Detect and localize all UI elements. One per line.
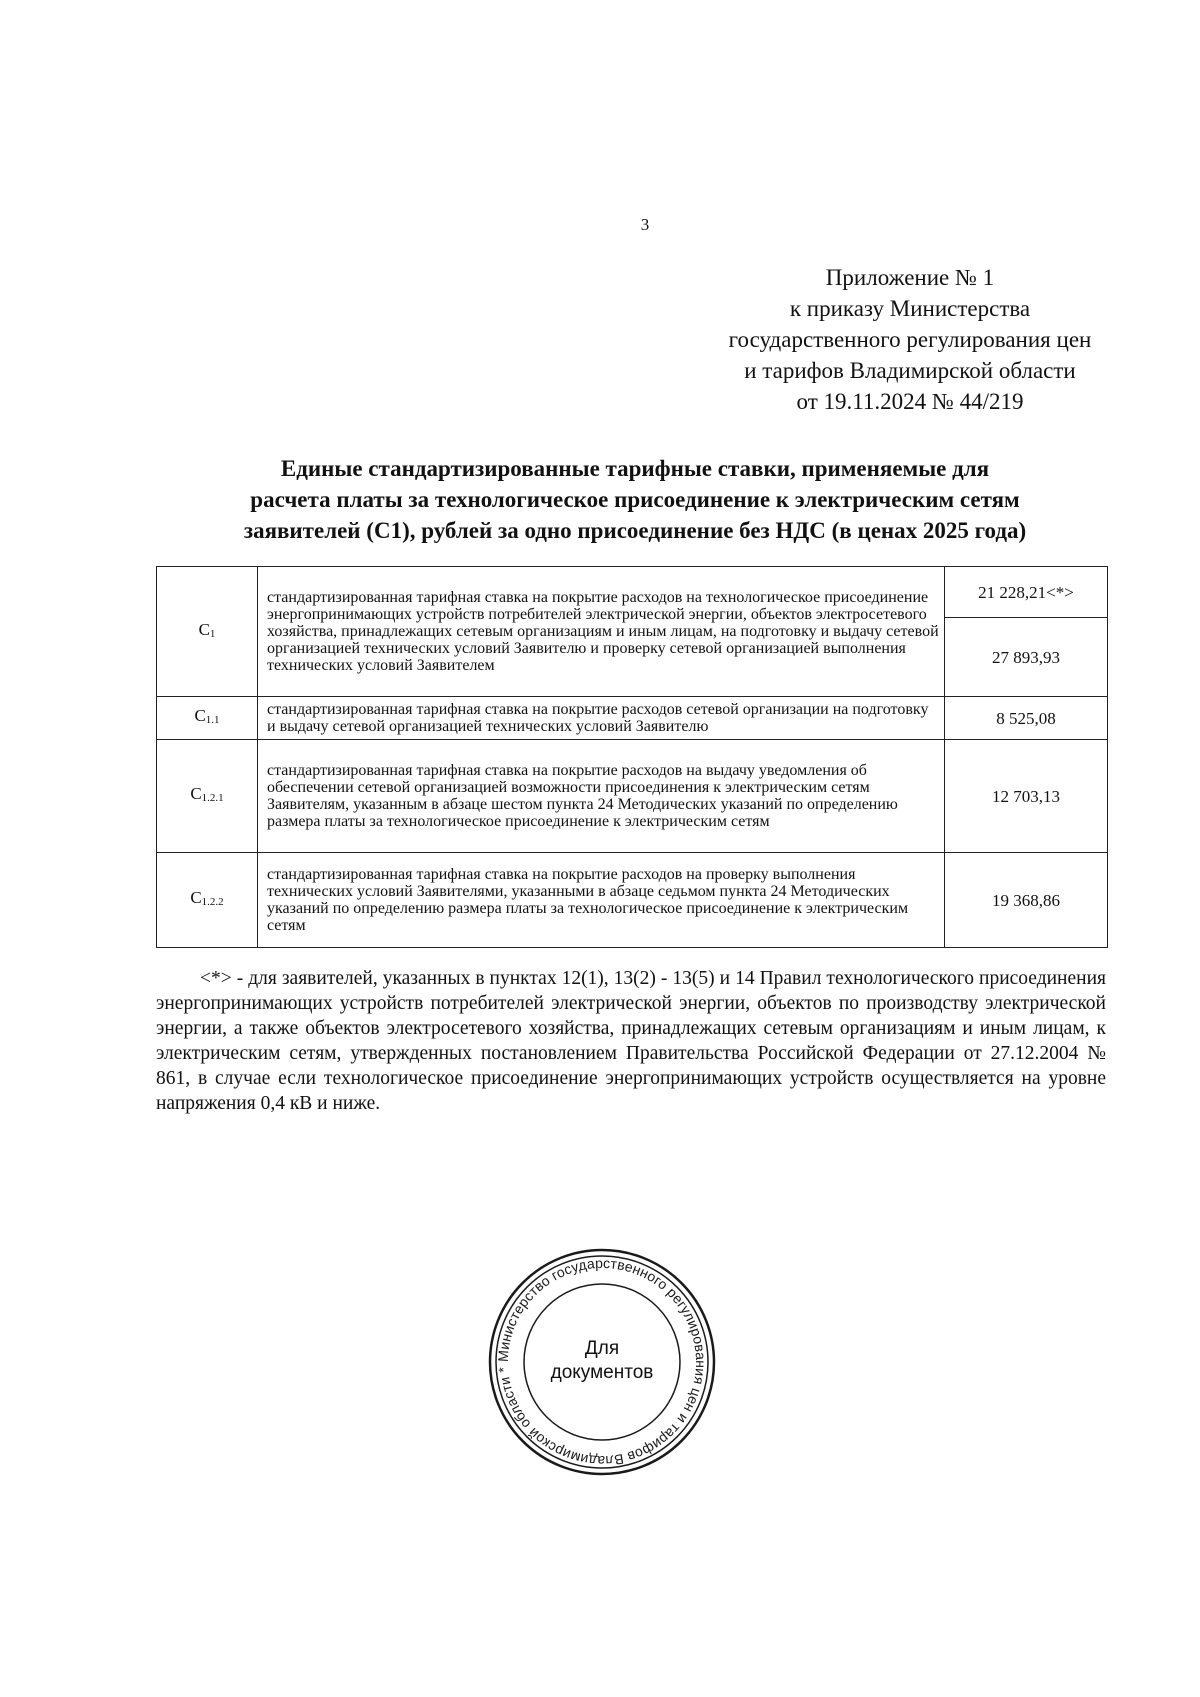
stamp-center-line: Для	[584, 1338, 620, 1359]
rate-value: 27 893,93	[945, 618, 1108, 697]
rate-description: стандартизированная тарифная ставка на покрытие расходов на технологическое присоединение энергопринимающих устройств потребителей электрической энергии, объектов электросетевого хозяйства, принадлежащих сетевым организациям и иным лицам, на подготовку и выдачу сетевой организацией технических условий Заявителю и проверку сетевой организацией выполнения технических условий Заявителем	[258, 567, 945, 697]
rate-code: $C_{1.2.2}$	[157, 853, 258, 948]
rate-value: 21 228,21<*>	[945, 567, 1108, 618]
tariff-rates-table	[156, 566, 1108, 948]
rate-code: $C_{1.2.1}$	[157, 740, 258, 853]
rate-description: стандартизированная тарифная ставка на покрытие расходов на выдачу уведомления об обеспечении сетевой организацией возможности присоединения к электрическим сетям Заявителям, указанным в абзаце шестом пункта 24 Методических указаний по определению размера платы за технологическое присоединение к электрическим сетям	[258, 740, 945, 853]
title-line: Единые стандартизированные тарифные ставки, применяемые для	[280, 456, 990, 481]
stamp-center-line: документов	[550, 1362, 654, 1383]
title-line: заявителей (С1), рублей за одно присоединение без НДС (в ценах 2025 года)	[243, 518, 1027, 543]
rate-code: $C_{1.1}$	[157, 697, 258, 740]
rate-value: 12 703,13	[945, 740, 1108, 853]
table-row	[157, 567, 1108, 618]
footnote: <*> - для заявителей, указанных в пунктах 12(1), 13(2) - 13(5) и 14 Правил технологического присоединения энергопринимающих устройств потребителей электрической энергии, объектов по производству электрической энергии, а также объектов электросетевого хозяйства, принадлежащих сетевым организациям и иным лицам, к электрическим сетям, утвержденных постановлением Правительства Российской Федерации от 27.12.2004 № 861, в случае если технологическое присоединение энергопринимающих устройств осуществляется на уровне напряжения 0,4 кВ и ниже.	[156, 968, 1106, 1114]
table-row	[157, 697, 1108, 740]
document-title	[160, 453, 1110, 546]
table-row	[157, 740, 1108, 853]
stamp-ring-textpath: Министерство государственного регулирования цен и тарифов Владимирской области *	[494, 1254, 710, 1470]
official-stamp	[487, 1247, 717, 1477]
title-line: расчета платы за технологическое присоединение к электрическим сетям	[250, 487, 1020, 512]
appendix-line: Приложение № 1	[825, 265, 995, 290]
table-row	[157, 853, 1108, 948]
appendix-line: государственного регулирования цен	[728, 327, 1092, 352]
appendix-line: к приказу Министерства	[789, 296, 1031, 321]
appendix-line: от 19.11.2024 № 44/219	[796, 389, 1024, 414]
rate-description: стандартизированная тарифная ставка на покрытие расходов на проверку выполнения технических условий Заявителями, указанными в абзаце седьмом пункта 24 Методических указаний по определению размера платы за технологическое присоединение к электрическим сетям	[258, 853, 945, 948]
rate-description: стандартизированная тарифная ставка на покрытие расходов сетевой организации на подготовку и выдачу сетевой организацией технических условий Заявителю	[258, 697, 945, 740]
rate-code: $C_1$	[157, 567, 258, 697]
page-number: 3	[640, 215, 650, 234]
rate-value: 8 525,08	[945, 697, 1108, 740]
stamp-center-text	[487, 1337, 717, 1385]
rate-value: 19 368,86	[945, 853, 1108, 948]
appendix-line: и тарифов Владимирской области	[744, 358, 1076, 383]
appendix-header	[690, 262, 1130, 417]
